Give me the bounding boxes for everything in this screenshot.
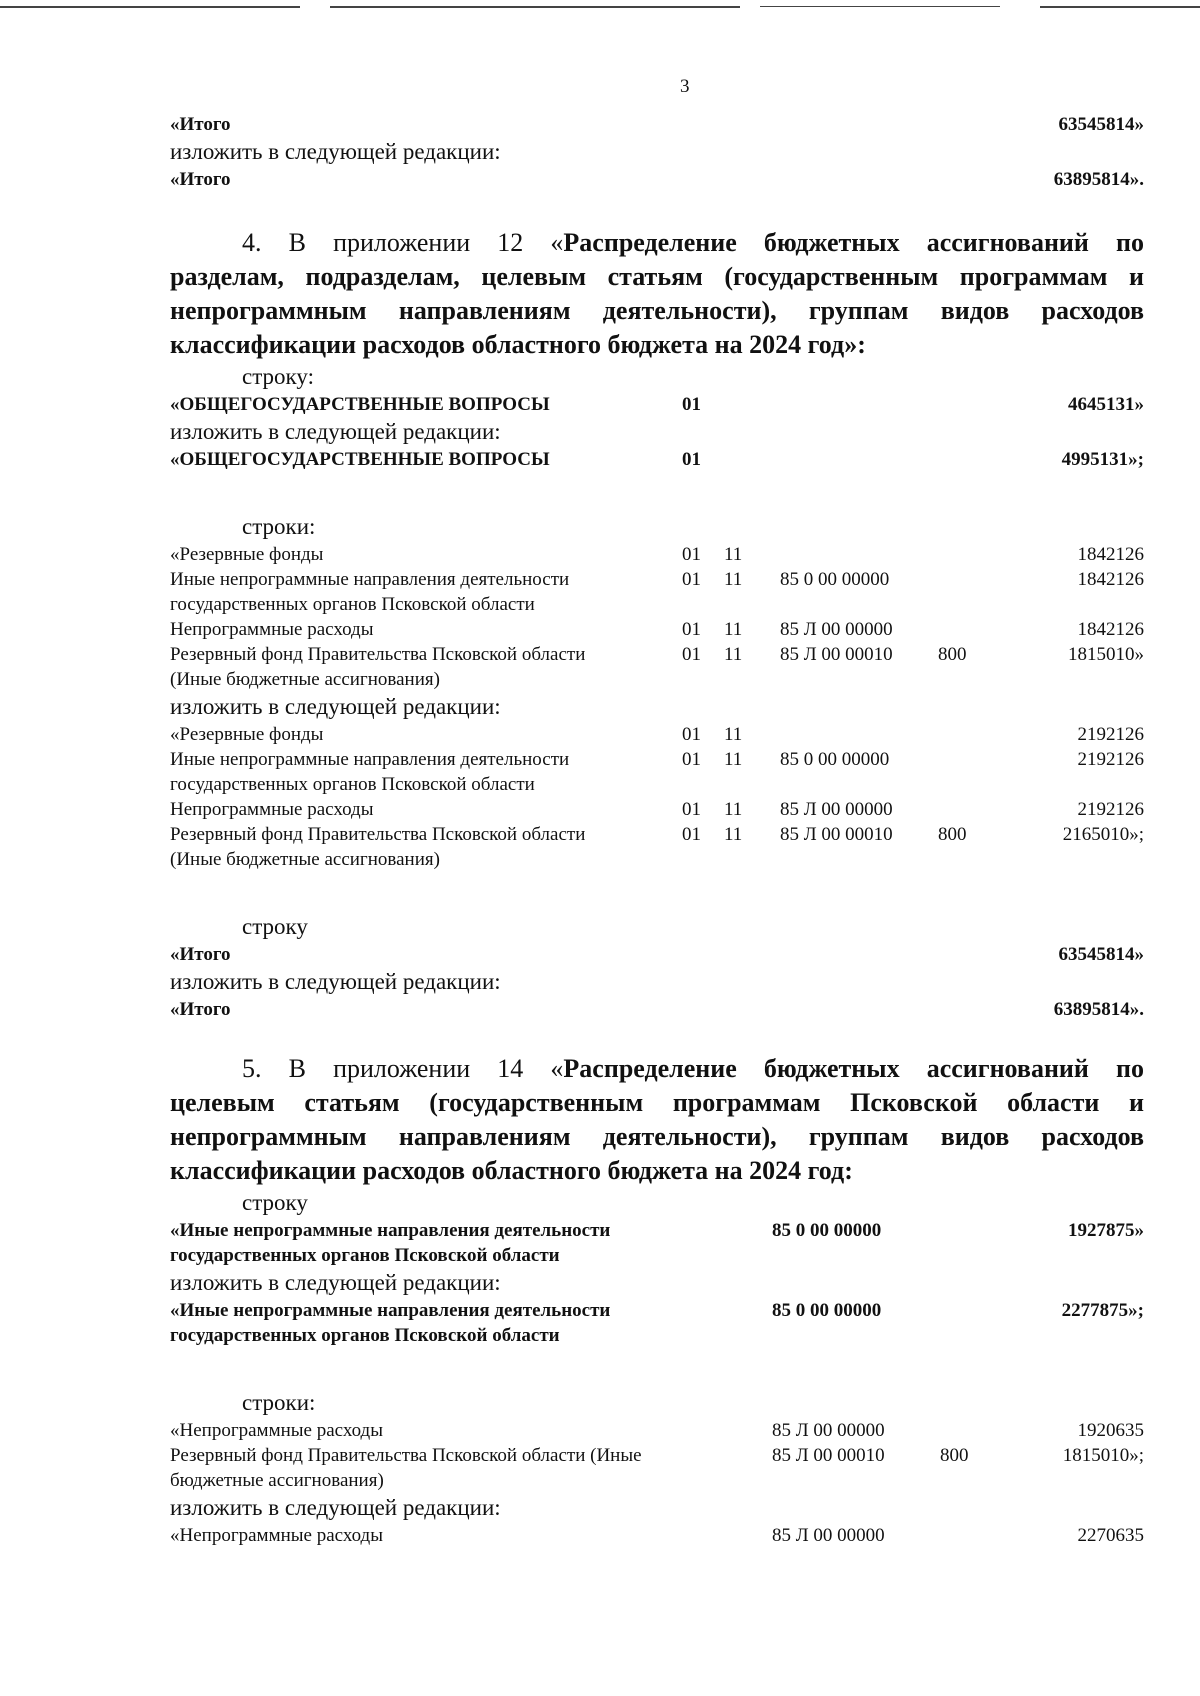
sec5-heading-line-4: классификации расходов областного бюджета на 2024 год: [170,1156,853,1185]
sec4-heading-line-2: разделам, подразделам, целевым статьям (государственным программам и [170,262,1144,291]
stroki-label: строки: [242,514,316,539]
ino-old-row: «Иные непрограммные направления деятельности 85 0 00 00000 1927875» [170,1220,1144,1241]
sec4-heading-line-3: непрограммным направлениям деятельности), группам видов расходов [170,296,1144,325]
itogo-new-label: «Итого [170,169,231,190]
sec5-new-rows [170,1523,1144,1548]
sec5-old-rows [170,1418,1144,1493]
stroki-label: строки: [242,1390,316,1415]
table-row: Непрограммные расходы 01 11 85 Л 00 00000 2192126 [170,799,1144,820]
table-row: государственных органов Псковской области [170,774,535,795]
table-row: бюджетные ассигнования) [170,1470,384,1491]
edit-phrase: изложить в следующей редакции: [170,419,501,444]
stroku-label: строку: [242,364,314,389]
itogo-new-value: 63895814». [1053,169,1144,190]
ino-new-row-cont: государственных органов Псковской области [170,1325,560,1346]
edit-phrase: изложить в следующей редакции: [170,694,501,719]
table-row: Резервный фонд Правительства Псковской области (Иные 85 Л 00 00010 800 1815010»; [170,1445,1144,1466]
itogo-old-label: «Итого [170,114,231,135]
edit-phrase: изложить в следующей редакции: [170,969,501,994]
edit-phrase: изложить в следующей редакции: [170,1270,501,1295]
table-row: государственных органов Псковской области [170,594,535,615]
table-row: «Резервные фонды 01 11 1842126 [170,544,1144,565]
itogo-new-row [170,167,1144,192]
sec5-heading-line-2: целевым статьям (государственным программам Псковской области и [170,1088,1144,1117]
table-row: (Иные бюджетные ассигнования) [170,849,440,870]
stroku-label: строку [242,1190,308,1215]
sec4-heading-line-4: классификации расходов областного бюджета на 2024 год»: [170,330,866,359]
sec4-heading-line-1: 4. В приложении 12 «Распределение бюджетных ассигнований по [242,228,1144,257]
edit-phrase: изложить в следующей редакции: [170,1495,501,1520]
section-5 [170,1052,1144,1548]
section-4 [170,226,1144,1022]
page-number: 3 [680,76,690,97]
sec5-heading-line-3: непрограммным направлениям деятельности), группам видов расходов [170,1122,1144,1151]
ogv-old-row: «ОБЩЕГОСУДАРСТВЕННЫЕ ВОПРОСЫ 01 4645131» [170,394,1144,415]
itogo-old-value: 63545814» [1058,114,1144,135]
sec4-new-rows [170,722,1144,872]
ino-new-row: «Иные непрограммные направления деятельности 85 0 00 00000 2277875»; [170,1300,1144,1321]
table-row: Иные непрограммные направления деятельности 01 11 85 0 00 00000 1842126 [170,569,1144,590]
table-row: Резервный фонд Правительства Псковской области 01 11 85 Л 00 00010 800 1815010» [170,644,1144,665]
table-row: Иные непрограммные направления деятельности 01 11 85 0 00 00000 2192126 [170,749,1144,770]
table-row: «Резервные фонды 01 11 2192126 [170,724,1144,745]
stroku-label: строку [242,914,308,939]
section-itogo-top [170,112,1144,192]
edit-phrase: изложить в следующей редакции: [170,139,501,164]
table-row: «Непрограммные расходы 85 Л 00 00000 1920635 [170,1420,1144,1441]
table-row: (Иные бюджетные ассигнования) [170,669,440,690]
ogv-new-row: «ОБЩЕГОСУДАРСТВЕННЫЕ ВОПРОСЫ 01 4995131»; [170,449,1144,470]
itogo-old-row: «Итого 63545814» [170,944,1144,965]
sec5-heading-line-1: 5. В приложении 14 «Распределение бюджетных ассигнований по [242,1054,1144,1083]
itogo-new-row: «Итого 63895814». [170,999,1144,1020]
table-row: Непрограммные расходы 01 11 85 Л 00 00000 1842126 [170,619,1144,640]
scan-artifact-line [0,6,1200,10]
sec4-old-rows [170,542,1144,692]
table-row: «Непрограммные расходы 85 Л 00 00000 2270635 [170,1525,1144,1546]
table-row: Резервный фонд Правительства Псковской области 01 11 85 Л 00 00010 800 2165010»; [170,824,1144,845]
ino-old-row-cont: государственных органов Псковской области [170,1245,560,1266]
itogo-old-row [170,112,1144,137]
